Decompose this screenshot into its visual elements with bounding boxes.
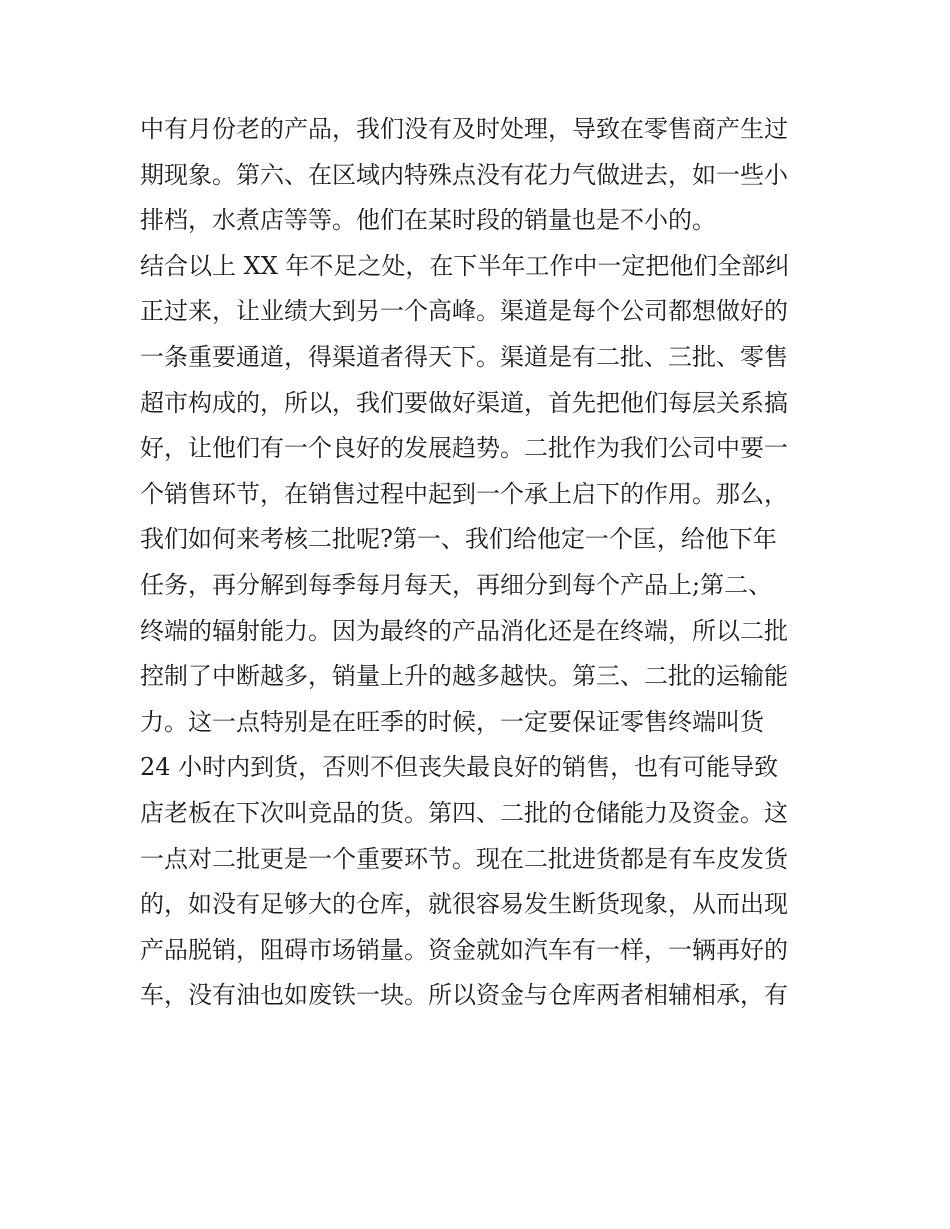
text-line: 力。这一点特别是在旺季的时候，一定要保证零售终端叫货: [140, 707, 764, 736]
text-line: 排档，水煮店等等。他们在某时段的销量也是不小的。: [140, 206, 716, 235]
text-line: 结合以上 XX 年不足之处，在下半年工作中一定把他们全部纠: [140, 251, 790, 280]
text-line: 产品脱销，阻碍市场销量。资金就如汽车有一样，一辆再好的: [140, 935, 788, 964]
text-line: 中有月份老的产品，我们没有及时处理，导致在零售商产生过: [140, 115, 788, 143]
text-line: 一点对二批更是一个重要环节。现在二批进货都是有车皮发货: [140, 844, 788, 873]
text-line: 控制了中断越多，销量上升的越多越快。第三、二批的运输能: [140, 662, 788, 691]
text-line: 终端的辐射能力。因为最终的产品消化还是在终端，所以二批: [140, 616, 788, 645]
text-line: 期现象。第六、在区域内特殊点没有花力气做进去，如一些小: [140, 160, 788, 189]
text-line: 任务，再分解到每季每月每天，再细分到每个产品上;第二、: [140, 570, 773, 599]
body-text: [140, 107, 820, 1019]
text-line: 一条重要通道，得渠道者得天下。渠道是有二批、三批、零售: [140, 342, 788, 371]
text-line: 的，如没有足够大的仓库，就很容易发生断货现象，从而出现: [140, 890, 788, 919]
text-line: 我们如何来考核二批呢?第一、我们给他定一个匡，给他下年: [140, 525, 777, 554]
text-line: 超市构成的，所以，我们要做好渠道，首先把他们每层关系搞: [140, 388, 788, 417]
text-line: 车，没有油也如废铁一块。所以资金与仓库两者相辅相承，有: [140, 981, 788, 1010]
text-line: 好，让他们有一个良好的发展趋势。二批作为我们公司中要一: [140, 434, 788, 463]
text-line: 正过来，让业绩大到另一个高峰。渠道是每个公司都想做好的: [140, 297, 788, 326]
text-line: 个销售环节，在销售过程中起到一个承上启下的作用。那么，: [140, 479, 788, 508]
text-line: 店老板在下次叫竞品的货。第四、二批的仓储能力及资金。这: [140, 798, 788, 827]
text-line: 24 小时内到货，否则不但丧失最良好的销售，也有可能导致: [140, 753, 779, 782]
